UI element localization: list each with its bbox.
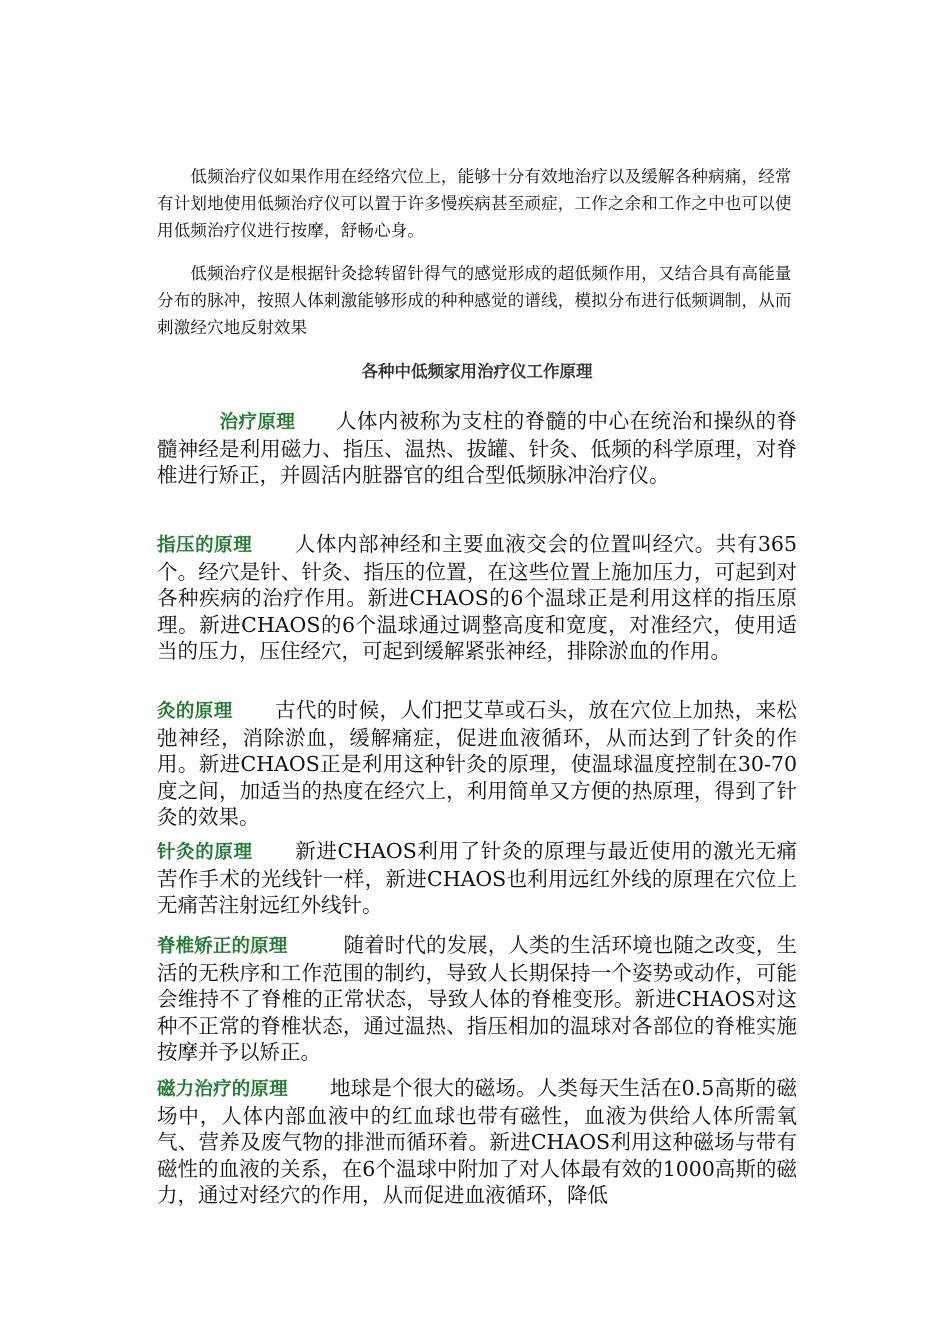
section-spine	[157, 932, 797, 1065]
section-heading: 治疗原理	[219, 412, 296, 433]
section-body: 新进CHAOS利用了针灸的原理与最近使用的激光无痛苦作手术的光线针一样，新进CHAOS也利用远红外线的原理在穴位上无痛苦注射远红外线针。	[157, 839, 797, 918]
section-heading: 针灸的原理	[157, 842, 253, 863]
section-body: 人体内被称为支柱的脊髓的中心在统治和操纵的脊髓神经是利用磁力、指压、温热、拔罐、针灸、低频的科学原理，对脊椎进行矫正，并圆活内脏器官的组合型低频脉冲治疗仪。	[157, 409, 797, 488]
section-magnetic	[157, 1075, 797, 1208]
section-title: 各种中低频家用治疗仪工作原理	[361, 362, 593, 381]
section-moxibustion	[157, 697, 797, 830]
section-body: 古代的时候，人们把艾草或石头，放在穴位上加热，来松弛神经，消除淤血，缓解痛症，促进血液循环，从而达到了针灸的作用。新进CHAOS正是利用这种针灸的原理，使温球温度控制在30-70度之间，加适当的热度在经穴上，利用简单又方便的热原理，得到了针灸的效果。	[157, 698, 797, 829]
section-heading: 指压的原理	[157, 535, 253, 556]
section-body: 随着时代的发展，人类的生活环境也随之改变，生活的无秩序和工作范围的制约，导致人长期保持一个姿势或动作，可能会维持不了脊椎的正常状态，导致人体的脊椎变形。新进CHAOS对这种不正常的脊椎状态，通过温热、指压相加的温球对各部位的脊椎实施按摩并予以矫正。	[157, 933, 797, 1064]
intro-paragraph-1: 低频治疗仪如果作用在经络穴位上，能够十分有效地治疗以及缓解各种病痛，经常有计划地使用低频治疗仪可以置于许多慢疾病甚至顽症，工作之余和工作之中也可以使用低频治疗仪进行按摩，舒畅心身。	[157, 167, 792, 240]
section-body: 地球是个很大的磁场。人类每天生活在0.5高斯的磁场中，人体内部血液中的红血球也带有磁性，血液为供给人体所需氧气、营养及废气物的排泄而循环着。新进CHAOS利用这种磁场与带有磁性的血液的关系，在6个温球中附加了对人体最有效的1000高斯的磁力，通过对经穴的作用，从而促进血液循环，降低	[157, 1076, 797, 1207]
intro-paragraph-2: 低频治疗仪是根据针灸捻转留针得气的感觉形成的超低频作用，又结合具有高能量分布的脉冲，按照人体刺激能够形成的种种感觉的谱线，模拟分布进行低频调制，从而刺激经穴地反射效果	[157, 264, 792, 337]
section-heading: 磁力治疗的原理	[157, 1079, 288, 1100]
section-treatment	[157, 408, 797, 489]
section-body: 人体内部神经和主要血液交会的位置叫经穴。共有365个。经穴是针、针灸、指压的位置，在这些位置上施加压力，可起到对各种疾病的治疗作用。新进CHAOS的6个温球正是利用这样的指压原理。新进CHAOS的6个温球通过调整高度和宽度，对准经穴，使用适当的压力，压住经穴，可起到缓解紧张神经，排除淤血的作用。	[157, 532, 797, 663]
section-heading: 灸的原理	[157, 701, 233, 722]
section-acupressure	[157, 531, 797, 664]
section-acupuncture	[157, 838, 797, 919]
section-heading: 脊椎矫正的原理	[157, 936, 288, 957]
